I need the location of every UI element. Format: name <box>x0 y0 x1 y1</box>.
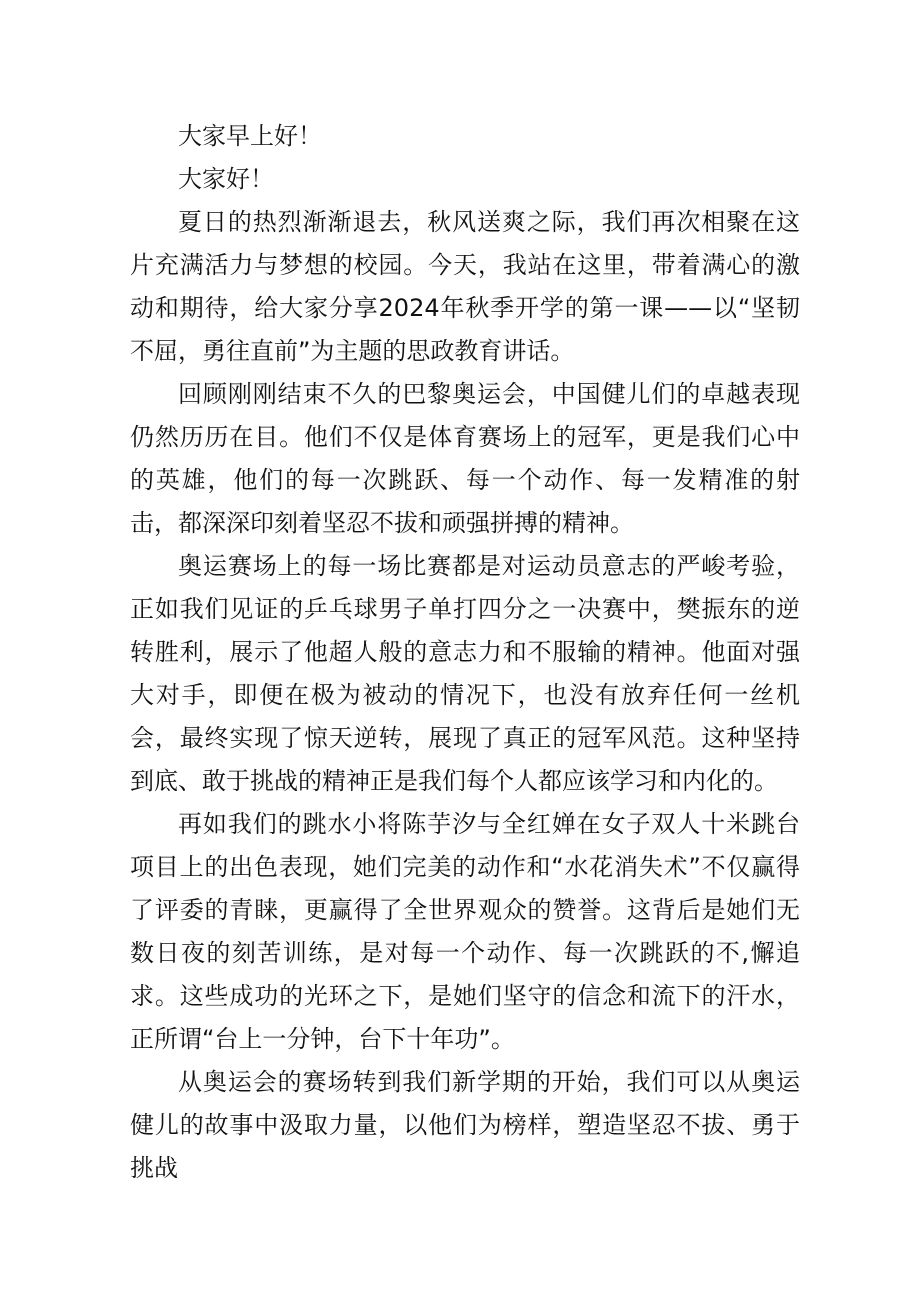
greeting-morning: 大家早上好！ <box>178 122 322 150</box>
document-page <box>130 115 800 1190</box>
paragraph-new-semester: 从奥运会的赛场转到我们新学期的开始，我们可以从奥运健儿的故事中汲取力量，以他们为榜样，塑造坚忍不拔、勇于挑战 <box>130 1068 800 1182</box>
greeting-hello: 大家好！ <box>178 165 274 193</box>
paragraph-diving: 再如我们的跳水小将陈芋汐与全红婵在女子双人十米跳台项目上的出色表现，她们完美的动作和“水花消失术”不仅赢得了评委的青睐，更赢得了全世界观众的赞誉。这背后是她们无数日夜的刻苦训练，是对每一个动作、每一次跳跃的不,懈追求。这些成功的光环之下，是她们坚守的信念和流下的汗水，正所谓“台上一分钟，台下十年功”。 <box>130 810 800 1053</box>
paragraph-olympics-review: 回顾刚刚结束不久的巴黎奥运会，中国健儿们的卓越表现仍然历历在目。他们不仅是体育赛场上的冠军，更是我们心中的英雄，他们的每一次跳跃、每一个动作、每一发精准的射击，都深深印刻着坚忍不拔和顽强拼搏的精神。 <box>130 380 800 537</box>
paragraph-fan-zhendong: 奥运赛场上的每一场比赛都是对运动员意志的严峻考验，正如我们见证的乒乓球男子单打四分之一决赛中，樊振东的逆转胜利，展示了他超人般的意志力和不服输的精神。他面对强大对手，即便在极为被动的情况下，也没有放弃任何一丝机会，最终实现了惊天逆转，展现了真正的冠军风范。这种坚持到底、敢于挑战的精神正是我们每个人都应该学习和内化的。 <box>130 552 800 795</box>
paragraph-intro: 夏日的热烈渐渐退去，秋风送爽之际，我们再次相聚在这片充满活力与梦想的校园。今天，我站在这里，带着满心的激动和期待，给大家分享2024年秋季开学的第一课——以“坚韧不屈，勇往直前”为主题的思政教育讲话。 <box>130 208 800 365</box>
